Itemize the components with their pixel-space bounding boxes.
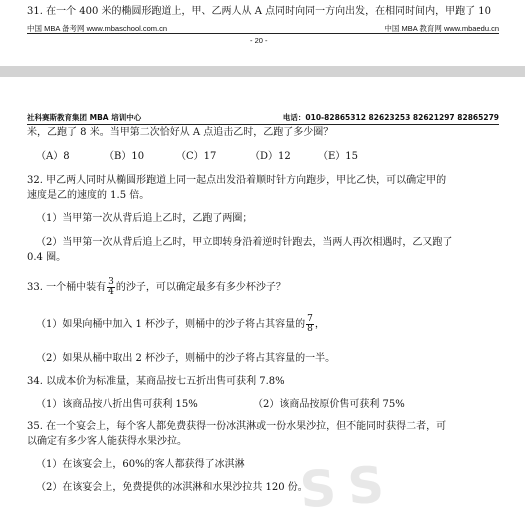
footer-left: 中国 MBA 备考网 www.mbaschool.com.cn [27, 24, 168, 33]
question-35-condition-1: （1）在该宴会上，60%的客人都获得了冰淇淋 [36, 459, 245, 470]
question-35-condition-2: （2）在该宴会上，免费提供的冰淇淋和水果沙拉共 120 份。 [36, 482, 308, 493]
footer-right: 中国 MBA 教育网 www.mbaedu.cn [384, 24, 499, 33]
question-33-condition-1: （1）如果向桶中加入 1 杯沙子，则桶中的沙子将占其容量的 $\frac{7}{8}$ ， [36, 314, 325, 334]
question-33 [27, 276, 286, 300]
question-31-start: 31. 在一个 400 米的椭圆形跑道上，甲、乙两人从 A 点同时向同一方向出发，在相同时间内，甲跑了 10 [27, 6, 492, 17]
question-32-condition-2-line2: 0.4 圈。 [27, 252, 67, 263]
question-32-condition-2-line1: （2）当甲第一次从背后追上乙时，甲立即转身沿着逆时针跑去，当两人再次相遇时，乙又跑了 [36, 237, 453, 248]
question-32-line1: 32. 甲乙两人同时从椭圆形跑道上同一起点出发沿着顺时针方向跑步，甲比乙快，可以确定甲的 [27, 175, 447, 186]
footer-rule [27, 33, 499, 34]
option-b: （B）10 [104, 151, 145, 162]
fraction-seven-eighths: $\frac{7}{8}$ [307, 314, 313, 334]
question-35-line2: 以确定有多少客人能获得水果沙拉。 [27, 436, 187, 447]
option-d: （D）12 [250, 151, 291, 162]
question-31-cont: 米，乙跑了 8 米。当甲第二次恰好从 A 点追击乙时，乙跑了多少圈？ [27, 127, 334, 138]
question-33-pre: 33. 一个桶中装有 [27, 282, 107, 293]
question-34: 34. 以成本价为标准量，某商品按七五折出售可获利 7.8% [27, 376, 285, 387]
option-e: （E）15 [318, 151, 359, 162]
question-34-condition-1: （1）该商品按八折出售可获利 15% [36, 399, 198, 410]
question-32-line2: 速度是乙的速度的 1.5 倍。 [27, 190, 150, 201]
fraction-three-quarters: $\frac{3}{4}$ [108, 277, 114, 297]
header-rule [27, 124, 499, 125]
question-35-line1: 35. 在一个宴会上，每个客人都免费获得一份冰淇淋或一份水果沙拉，但不能同时获得二者，可 [27, 421, 447, 432]
question-33-post: 的沙子，可以确定最多有多少杯沙子？ [115, 282, 286, 293]
header-right: 电话：010-82865312 82623253 82621297 82865279 [282, 113, 499, 122]
page-number: - 20 - [250, 36, 268, 45]
question-32-condition-1: （1）当甲第一次从背后追上乙时，乙跑了两圈； [36, 213, 253, 224]
watermark: SS [298, 454, 400, 519]
page-separator [0, 66, 525, 77]
option-c: （C）17 [176, 151, 217, 162]
question-34-condition-2: （2）该商品按原价售可获利 75% [253, 399, 405, 410]
question-33-condition-2: （2）如果从桶中取出 2 杯沙子，则桶中的沙子将占其容量的一半。 [36, 353, 336, 364]
option-a: （A）8 [36, 151, 70, 162]
question-31-options [36, 150, 358, 164]
header-left: 社科赛斯教育集团 MBA 培训中心 [27, 113, 142, 122]
